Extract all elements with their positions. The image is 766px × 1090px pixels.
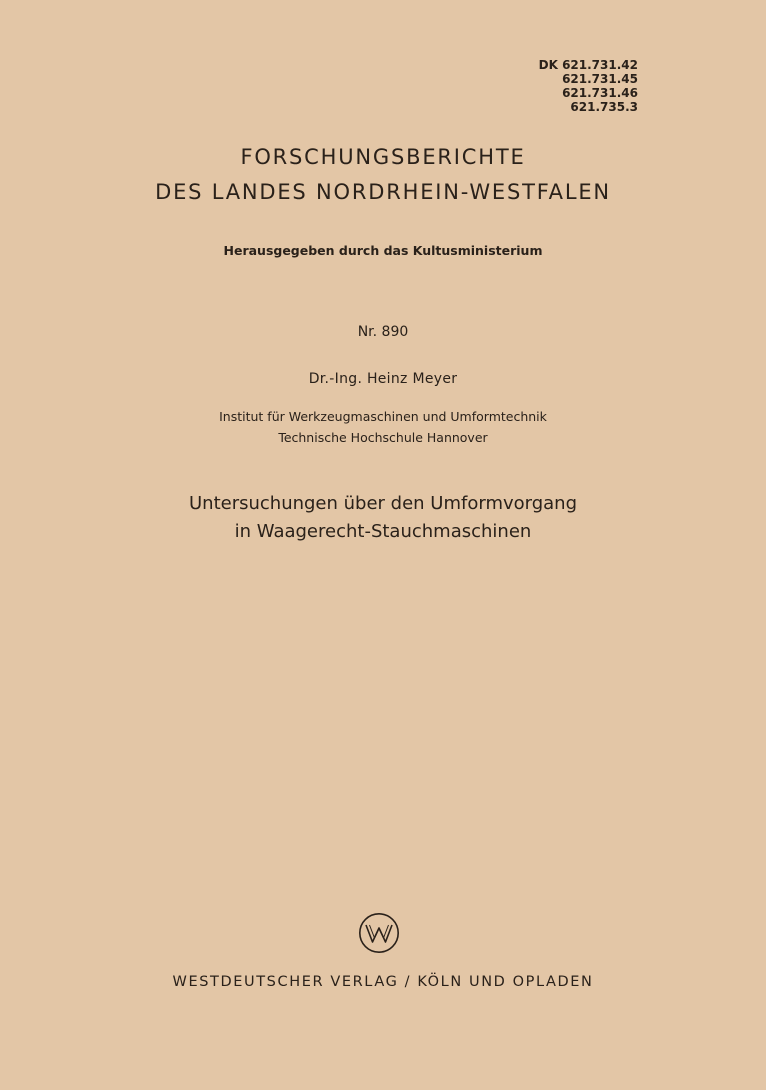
- classification-code: 621.731.46: [562, 86, 638, 100]
- publisher-imprint: WESTDEUTSCHER VERLAG / KÖLN UND OPLADEN: [172, 974, 594, 990]
- editor-line: Herausgegeben durch das Kultusministerium: [223, 243, 543, 258]
- series-title-line2: DES LANDES NORDRHEIN-WESTFALEN: [155, 180, 611, 204]
- institute-block: [0, 406, 766, 448]
- series-title-line1: FORSCHUNGSBERICHTE: [240, 145, 526, 169]
- classification-codes: [539, 58, 638, 114]
- book-title-line1: Untersuchungen über den Umformvorgang: [188, 493, 578, 514]
- classification-code: 621.735.3: [570, 100, 638, 114]
- author-name: Dr.-Ing. Heinz Meyer: [308, 371, 458, 387]
- series-title: [0, 140, 766, 210]
- institute-line1: Institut für Werkzeugmaschinen und Umformtechnik: [219, 409, 547, 424]
- book-title: [0, 490, 766, 546]
- issue-number: Nr. 890: [357, 324, 409, 340]
- book-title-line2: in Waagerecht-Stauchmaschinen: [234, 521, 532, 542]
- classification-code: DK 621.731.42: [538, 58, 638, 72]
- institute-line2: Technische Hochschule Hannover: [278, 430, 488, 445]
- publisher-w-logo-icon: [358, 912, 400, 954]
- classification-code: 621.731.45: [562, 72, 638, 86]
